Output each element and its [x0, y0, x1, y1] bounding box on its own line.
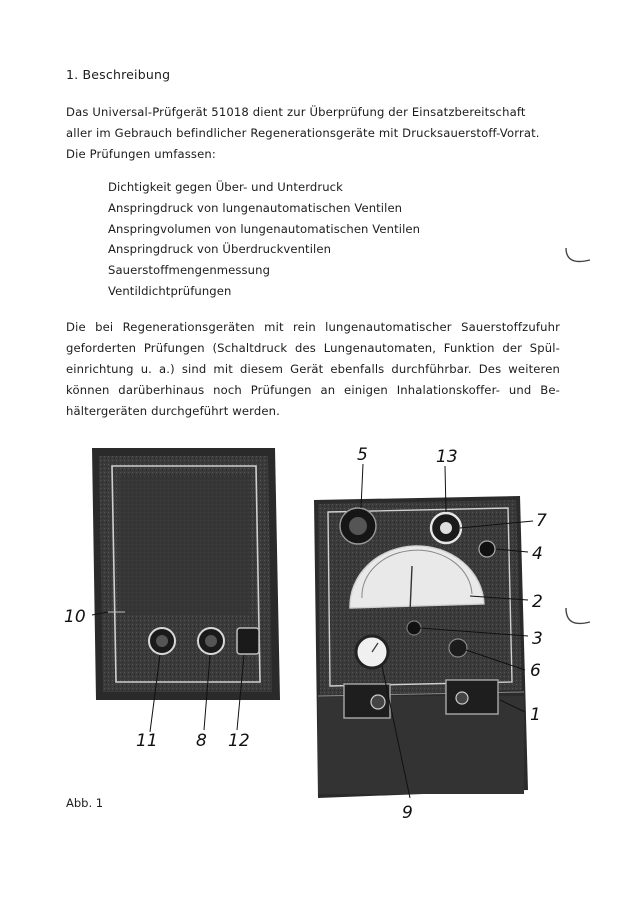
test-list-item: Sauerstoffmengenmessung	[108, 263, 271, 278]
callout-7: 7	[536, 511, 547, 531]
intro-line: Die Prüfungen umfassen:	[66, 147, 216, 161]
callout-10: 10	[64, 607, 86, 627]
callout-8: 8	[196, 731, 207, 751]
callout-5: 5	[357, 445, 368, 465]
paragraph-line: hältergeräten durchgeführt werden.	[66, 404, 281, 418]
test-list-item: Anspringdruck von Überdruckventilen	[108, 242, 332, 257]
callout-12: 12	[228, 731, 250, 751]
callout-6: 6	[530, 661, 541, 681]
callout-4: 4	[532, 544, 543, 564]
paragraph-line: einrichtung u. a.) sind mit diesem Gerät ebenfalls durchführbar. Des weiteren	[66, 362, 560, 376]
intro-line: Das Universal-Prüfgerät 51018 dient zur Überprüfung der Einsatzbereitschaft	[66, 105, 526, 119]
test-list-item: Anspringvolumen von lungenautomatischen Ventilen	[108, 221, 421, 236]
case-lid	[92, 448, 280, 700]
intro-line: aller im Gebrauch befindlicher Regenerationsgeräte mit Drucksauerstoff-Vorrat.	[66, 126, 540, 140]
paragraph-line: geforderten Prüfungen (Schaltdruck des Lungenautomaten, Funktion der Spül-	[66, 341, 560, 355]
callout-11: 11	[136, 731, 158, 751]
callout-3: 3	[532, 629, 543, 649]
callout-1: 1	[530, 705, 541, 725]
callout-13: 13	[436, 447, 458, 467]
test-list-item: Dichtigkeit gegen Über- und Unterdruck	[108, 180, 343, 194]
paragraph-line: Die bei Regenerationsgeräten mit rein lungenautomatischer Sauerstoffzufuhr	[66, 320, 560, 334]
test-list-item: Anspringdruck von lungenautomatischen Ventilen	[108, 200, 403, 215]
figure-caption: Abb. 1	[66, 796, 104, 810]
callout-2: 2	[532, 592, 543, 612]
case-body	[314, 496, 528, 798]
callout-9: 9	[402, 803, 413, 823]
section-heading: 1. Beschreibung	[66, 67, 171, 82]
test-list-item: Ventildichtprüfungen	[108, 283, 232, 298]
paragraph-line: können darüberhinaus noch Prüfungen an einigen Inhalationskoffer- und Be-	[66, 383, 560, 397]
